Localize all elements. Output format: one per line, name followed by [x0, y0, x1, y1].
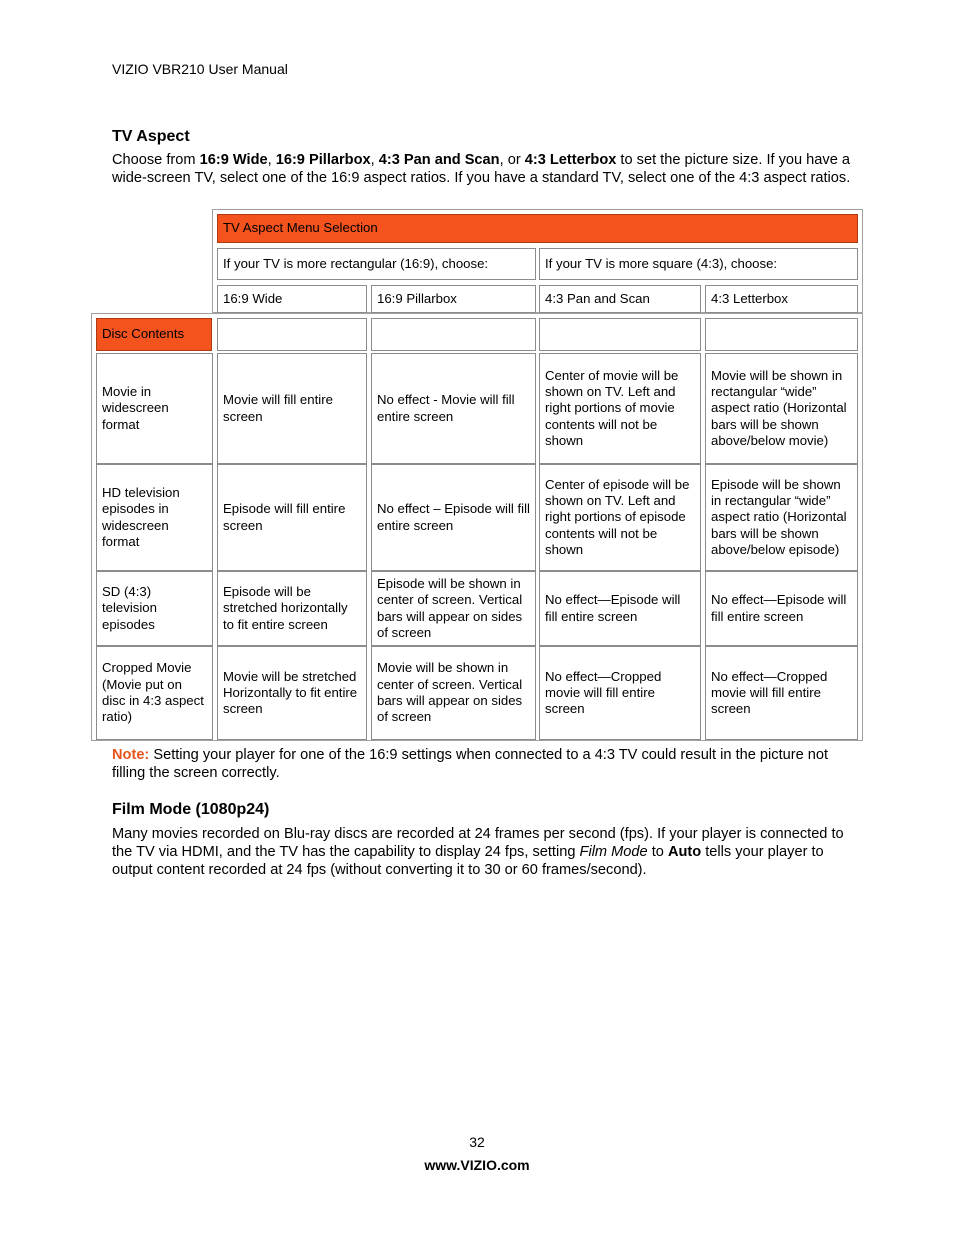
separator: , — [267, 152, 276, 168]
table-cell: No effect—Cropped movie will fill entire screen — [539, 646, 701, 740]
separator: , or — [499, 152, 525, 168]
film-mode-term: Film Mode — [579, 844, 648, 860]
blank-header-cell — [371, 318, 536, 351]
option-169-wide: 16:9 Wide — [199, 152, 268, 168]
column-header-169-wide: 16:9 Wide — [217, 285, 367, 313]
table-cell: No effect—Episode will fill entire screen — [705, 571, 858, 646]
film-mode-text: Many movies recorded on Blu-ray discs are recorded at 24 frames per second (fps). If your player is connected to the TV via HDMI, and the TV has the capability to display 24 fps, setting — [112, 826, 844, 860]
note-text: Setting your player for one of the 16:9 settings when connected to a 4:3 TV could result in the picture not filling the screen correctly. — [112, 747, 829, 781]
blank-header-cell — [217, 318, 367, 351]
option-43-pan-scan: 4:3 Pan and Scan — [378, 152, 500, 168]
note-paragraph — [112, 746, 852, 782]
separator: , — [370, 152, 379, 168]
film-mode-text: tells your player to output content recorded at 24 fps (without converting it to 30 or 60 frames/second). — [112, 844, 824, 878]
tv-aspect-intro — [112, 151, 852, 187]
column-header-169-pillarbox: 16:9 Pillarbox — [371, 285, 536, 313]
table-cell: Movie will be shown in center of screen. Vertical bars will appear on sides of screen — [371, 646, 536, 740]
row-label-sd-episodes: SD (4:3) television episodes — [96, 571, 213, 646]
table-cell: Episode will be shown in rectangular “wide” aspect ratio (Horizontal bars will be shown above/below episode) — [705, 464, 858, 571]
tv-aspect-heading: TV Aspect — [112, 128, 190, 145]
film-mode-paragraph — [112, 825, 852, 879]
intro-text: Choose from — [112, 152, 200, 168]
table-cell: Episode will fill entire screen — [217, 464, 367, 571]
table-cell: No effect—Episode will fill entire screen — [539, 571, 701, 646]
row-label-movie-widescreen: Movie in widescreen format — [96, 353, 213, 464]
film-mode-value: Auto — [667, 844, 702, 860]
column-header-43-pan-scan: 4:3 Pan and Scan — [539, 285, 701, 313]
table-cell: Center of movie will be shown on TV. Left and right portions of movie contents will not be shown — [539, 353, 701, 464]
document-header: VIZIO VBR210 User Manual — [112, 61, 288, 77]
disc-contents-header: Disc Contents — [96, 318, 212, 351]
row-label-cropped-movie: Cropped Movie (Movie put on disc in 4:3 aspect ratio) — [96, 646, 213, 740]
blank-header-cell — [705, 318, 858, 351]
table-cell: No effect - Movie will fill entire screen — [371, 353, 536, 464]
table-cell: No effect – Episode will fill entire screen — [371, 464, 536, 571]
table-cell: Movie will fill entire screen — [217, 353, 367, 464]
table-cell: No effect—Cropped movie will fill entire screen — [705, 646, 858, 740]
table-cell: Movie will be stretched Horizontally to fit entire screen — [217, 646, 367, 740]
footer-website: www.VIZIO.com — [424, 1157, 530, 1173]
group-header-169: If your TV is more rectangular (16:9), choose: — [217, 248, 536, 280]
group-header-43: If your TV is more square (4:3), choose: — [539, 248, 858, 280]
intro-text: to set the picture size. If you have a wide-screen TV, select one of the 16:9 aspect ratios. If you have a standard TV, select one of the 4:3 aspect ratios. — [112, 152, 851, 186]
table-cell: Movie will be shown in rectangular “wide” aspect ratio (Horizontal bars will be shown above/below movie) — [705, 353, 858, 464]
film-mode-text: to — [647, 844, 668, 860]
option-43-letterbox: 4:3 Letterbox — [524, 152, 617, 168]
page-number: 32 — [469, 1134, 485, 1150]
note-label: Note: — [112, 747, 150, 763]
table-cell: Episode will be shown in center of screen. Vertical bars will appear on sides of screen — [371, 571, 536, 646]
film-mode-heading: Film Mode (1080p24) — [112, 801, 270, 818]
table-cell: Center of episode will be shown on TV. Left and right portions of episode contents will not be shown — [539, 464, 701, 571]
blank-header-cell — [539, 318, 701, 351]
option-169-pillarbox: 16:9 Pillarbox — [275, 152, 371, 168]
row-label-hd-episodes: HD television episodes in widescreen format — [96, 464, 213, 571]
column-header-43-letterbox: 4:3 Letterbox — [705, 285, 858, 313]
menu-selection-title: TV Aspect Menu Selection — [217, 214, 858, 243]
table-cell: Episode will be stretched horizontally to fit entire screen — [217, 571, 367, 646]
